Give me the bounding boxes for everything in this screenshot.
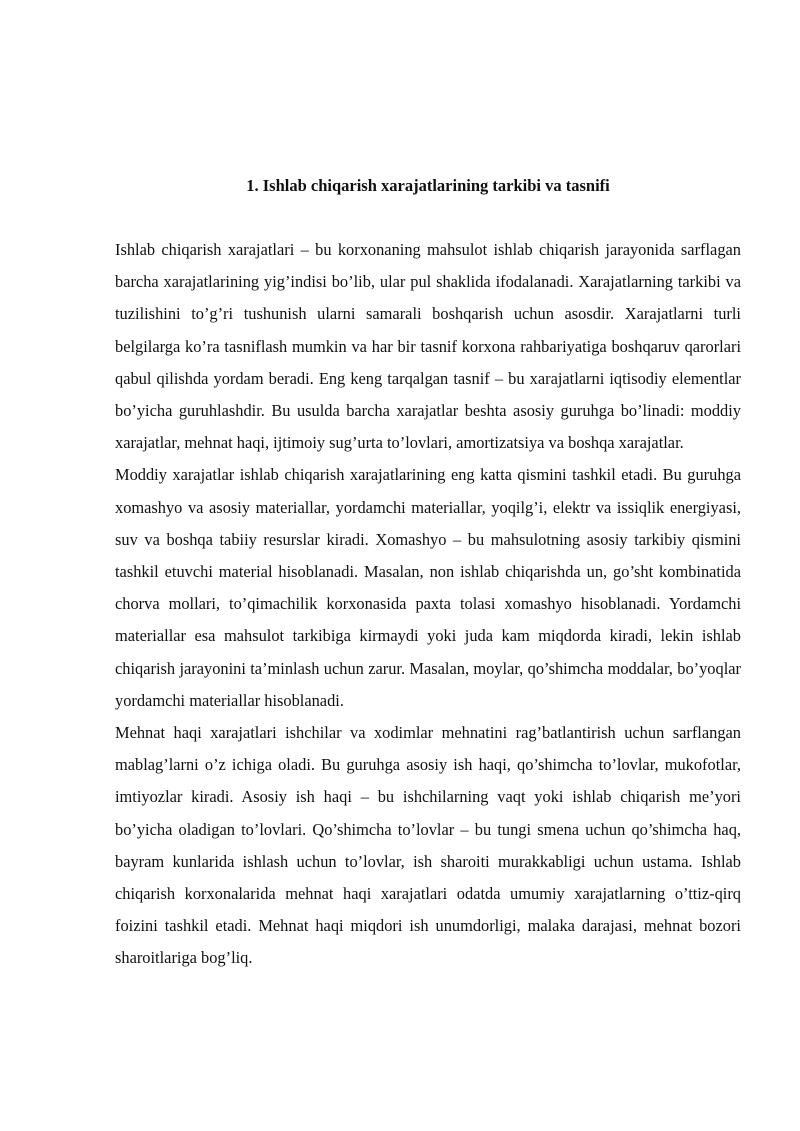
- paragraph: Moddiy xarajatlar ishlab chiqarish xarajatlarining eng katta qismini tashkil etadi. Bu guruhga xomashyo va asosiy materiallar, yordamchi materiallar, yoqilg’i, elektr va issiqlik energiyasi, suv va boshqa tabiiy resurslar kiradi. Xomashyo – bu mahsulotning asosiy tarkibiy qismini tashkil etuvchi material hisoblanadi. Masalan, non ishlab chiqarishda un, go’sht kombinatida chorva mollari, to’qimachilik korxonasida paxta tolasi xomashyo hisoblanadi. Yordamchi materiallar esa mahsulot tarkibiga kirmaydi yoki juda kam miqdorda kiradi, lekin ishlab chiqarish jarayonini ta’minlash uchun zarur. Masalan, moylar, qo’shimcha moddalar, bo’yoqlar yordamchi materiallar hisoblanadi.: [115, 465, 741, 710]
- body-text: [115, 234, 741, 975]
- paragraph: Mehnat haqi xarajatlari ishchilar va xodimlar mehnatini rag’batlantirish uchun sarflangan mablag’larni o’z ichiga oladi. Bu guruhga asosiy ish haqi, qo’shimcha to’lovlar, mukofotlar, imtiyozlar kiradi. Asosiy ish haqi – bu ishchilarning vaqt yoki ishlab chiqarish me’yori bo’yicha oladigan to’lovlari. Qo’shimcha to’lovlar – bu tungi smena uchun qo’shimcha haq, bayram kunlarida ishlash uchun to’lovlar, ish sharoiti murakkabligi uchun ustama. Ishlab chiqarish korxonalarida mehnat haqi xarajatlari odatda umumiy xarajatlarning o’ttiz-qirq foizini tashkil etadi. Mehnat haqi miqdori ish unumdorligi, malaka darajasi, mehnat bozori sharoitlariga bog’liq.: [115, 723, 741, 968]
- paragraph: Ishlab chiqarish xarajatlari – bu korxonaning mahsulot ishlab chiqarish jarayonida sarflagan barcha xarajatlarining yig’indisi bo’lib, ular pul shaklida ifodalanadi. Xarajatlarning tarkibi va tuzilishini to’g’ri tushunish ularni samarali boshqarish uchun asosdir. Xarajatlarni turli belgilarga ko’ra tasniflash mumkin va har bir tasnif korxona rahbariyatiga boshqaruv qarorlari qabul qilishda yordam beradi. Eng keng tarqalgan tasnif – bu xarajatlarni iqtisodiy elementlar bo’yicha guruhlashdir. Bu usulda barcha xarajatlar beshta asosiy guruhga bo’linadi: moddiy xarajatlar, mehnat haqi, ijtimoiy sug’urta to’lovlari, amortizatsiya va boshqa xarajatlar.: [115, 240, 741, 453]
- section-heading: 1. Ishlab chiqarish xarajatlarining tarkibi va tasnifi: [246, 176, 610, 195]
